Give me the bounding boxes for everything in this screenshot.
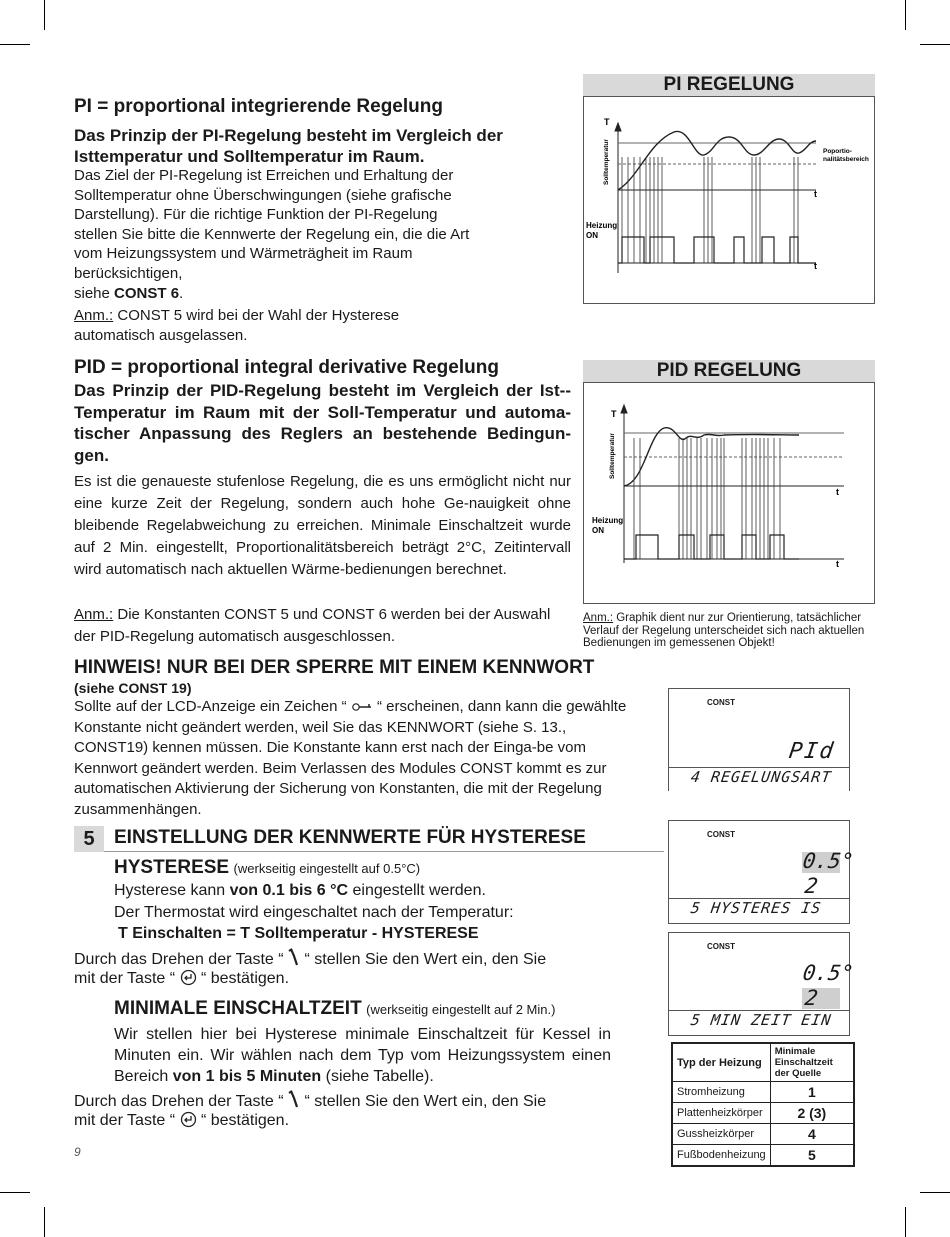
crop-mark [44,1207,45,1237]
lcd-min-value: 2 [803,986,822,1010]
pid-lead: Das Prinzip der PID-Regelung besteht im Vergleich der Ist--Temperatur im Raum mit der Soll-Temperatur und automa-tischer Anpassung des Reglers an bestehende Bedingun-gen. [74,381,571,465]
hysterese-formula: T Einschalten = T Solltemperatur - HYSTERESE [118,925,479,942]
pid-x-label: t [836,487,839,497]
min-time-table [671,1042,855,1167]
pi-lead: Das Prinzip der PI-Regelung besteht im Vergleich der Isttemperatur und Solltemperatur im Raum. [74,126,503,166]
mit-instruction-2: mit der Taste “ “ bestätigen. [74,1112,290,1129]
section-title: EINSTELLUNG DER KENNWERTE FÜR HYSTERESE [114,827,586,848]
enter-icon [180,969,197,986]
crop-mark [0,44,30,45]
section-number: 5 [74,826,104,852]
pid-body: Es ist die genaueste stufenlose Regelung, die es uns ermöglicht nicht nur eine kurze Zeit der Regelung, sondern auch hohe Ge-nauigkeit ohne bleibende Regelabweichung zu erreichen. Minimale Einschaltzeit wurde auf 2 Min. eingestellt, Proportionalitätsbereich beträgt 2°C, Zeitintervall wird automatisch nach aktuellen Wärme-bedienungen berechnet. [74,473,571,578]
wrench-icon [288,948,300,966]
hysterese-range: Hysterese kann von 0.1 bis 6 °C eingestellt werden. [114,882,486,899]
pid-y-arrow [621,405,627,413]
hinweis-heading: HINWEIS! NUR BEI DER SPERRE MIT EINEM KENNWORT [74,657,595,678]
crop-mark [920,44,950,45]
table-cell-typ: Stromheizung [672,1082,770,1103]
pi-on-label: ON [586,231,598,240]
crop-mark [0,1192,30,1193]
table-header-row [672,1043,854,1082]
graph-note: Anm.: Graphik dient nur zur Orientierung, tatsächlicher Verlauf der Regelung unterscheidet sich nach aktuellen Bedienungen im gemessenen Objekt! [583,612,865,649]
crop-mark [905,0,906,30]
min-body: Wir stellen hier bei Hysterese minimale Einschaltzeit für Kessel in Minuten ein. Wir wählen nach dem Typ vom Heizungssystem einen Bereich von 1 bis 5 Minuten (siehe Tabelle). [114,1026,611,1085]
pi-siehe: siehe CONST 6. [74,285,184,302]
crop-mark [920,1192,950,1193]
table-cell-value: 2 (3) [770,1103,854,1124]
pi-band-label-1: Poportio- [823,148,852,155]
table-cell-value: 5 [770,1145,854,1167]
lcd-display-min-zeit [668,932,856,1036]
pi-chart-title: PI REGELUNG [583,74,875,97]
table-header-typ: Typ der Heizung [672,1043,770,1082]
lcd-bottom-text: 5 HYSTERES IS [689,899,823,917]
pi-chart-svg [584,97,874,303]
lcd-hyst-value: 0.5° [801,961,856,985]
hysterese-title-row: HYSTERESE (werkseitig eingestellt auf 0.5°C) [114,857,421,878]
lcd-hyst-value: 0.5° [801,849,856,873]
pid-on-label: ON [592,526,604,535]
pid-y-label: T [611,409,617,419]
wrench-icon [288,1090,300,1108]
pid-heading: PID = proportional integral derivative Regelung [74,357,499,378]
pi-y-label: T [604,117,610,127]
pi-y-arrow [615,123,621,131]
hysterese-line2: Der Thermostat wird eingeschaltet nach der Temperatur: [114,904,514,921]
hinweis-body: Sollte auf der LCD-Anzeige ein Zeichen “ “ erscheinen, dann kann die gewählte Konstante nicht geändert werden, weil Sie das KENNWORT (siehe S. 13., CONST19) kennen müssen. Die Konstante kann erst nach der Einga-be vom Kennwort geändert werden. Beim Verlassen des Modules CONST kommt es zur automatischen Aktivierung der Sicherung von Konstanten, die mit der Regelung zusammenhängen. [74,698,627,818]
pi-body: Das Ziel der PI-Regelung ist Erreichen und Erhaltung der Solltemperatur ohne Überschwingungen (siehe grafische Darstellung). Für die richtige Funktion der PI-Regelung stellen Sie bitte die Kennwerte der Regelung ein, die die Art vom Heizungssystem und Wärmeträgheit im Raum berücksichtigen, [74,167,470,282]
lcd-const-label: CONST [707,698,735,707]
pid-chart-svg [584,383,874,603]
table-row [672,1082,854,1103]
pid-sollt-label: Solltemperatur [609,433,616,479]
table-row [672,1124,854,1145]
pid-anm: Anm.: Die Konstanten CONST 5 und CONST 6 werden bei der Auswahl der PID-Regelung automatisch ausgeschlossen. [74,606,551,645]
pid-heizung-label: Heizung [592,516,624,525]
table-cell-typ: Plattenheizkörper [672,1103,770,1124]
pid-chart [583,382,875,604]
pi-chart [583,96,875,304]
dreh-instruction-2: Durch das Drehen der Taste “ “ stellen Sie den Wert ein, den Sie [74,1090,546,1111]
pid-x-label-2: t [836,559,839,569]
pi-heizung-label: Heizung [586,221,618,230]
page-number: 9 [74,1145,81,1159]
lcd-const-label: CONST [707,830,735,839]
pid-chart-title: PID REGELUNG [583,360,875,383]
key-icon [351,701,373,711]
lcd-bottom-text: 5 MIN ZEIT EIN [689,1011,833,1029]
pi-heating-pulses [618,237,816,263]
section-rule [104,851,664,852]
table-row [672,1103,854,1124]
pi-sollt-label: Solltemperatur [603,139,610,185]
pi-temp-curve [618,131,816,190]
crop-mark [44,0,45,30]
pi-band-label-2: nalitätsbereich [823,156,869,163]
mit-instruction: mit der Taste “ “ bestätigen. [74,970,290,987]
pi-x-label-2: t [814,261,817,271]
min-title-row: MINIMALE EINSCHALTZEIT (werkseitig eingestellt auf 2 Min.) [114,998,556,1019]
table-row [672,1145,854,1167]
enter-icon [180,1111,197,1128]
pi-x-label: t [814,189,817,199]
table-cell-value: 4 [770,1124,854,1145]
table-header-zeit: Minimale Einschaltzeit der Quelle [770,1043,854,1082]
dreh-instruction: Durch das Drehen der Taste “ “ stellen Sie den Wert ein, den Sie [74,948,546,969]
lcd-display-regelungsart [668,688,850,791]
pid-heating-pulses [624,535,799,559]
lcd-const-label: CONST [707,942,735,951]
hinweis-sub: (siehe CONST 19) [74,680,192,696]
table-cell-value: 1 [770,1082,854,1103]
lcd-min-value: 2 [803,874,822,898]
lcd-bottom-text: 4 REGELUNGSART [689,768,833,786]
lcd-value: PId [787,739,837,764]
pi-anm: Anm.: CONST 5 wird bei der Wahl der Hysterese automatisch ausgelassen. [74,307,400,344]
pi-heading: PI = proportional integrierende Regelung [74,96,443,117]
table-cell-typ: Fußbodenheizung [672,1145,770,1167]
crop-mark [905,1207,906,1237]
lcd-display-hysterese [668,820,856,924]
table-cell-typ: Gussheizkörper [672,1124,770,1145]
